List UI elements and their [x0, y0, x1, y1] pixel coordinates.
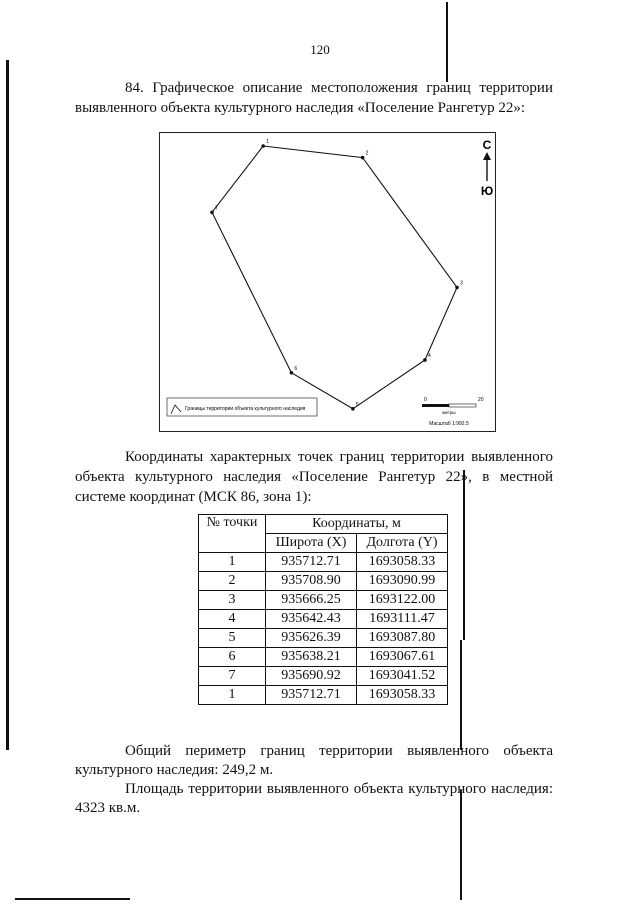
- cell-point-number: 6: [199, 648, 266, 667]
- boundary-polygon-layer: [212, 146, 457, 409]
- cell-longitude: 1693067.61: [357, 648, 448, 667]
- area-text: [75, 780, 553, 818]
- legend-text: Границы территории объекта культурного наследия: [185, 406, 306, 412]
- boundary-polygon: [212, 146, 457, 409]
- scan-edge-left: [6, 60, 9, 750]
- section-heading: [75, 78, 553, 118]
- cell-longitude: 1693041.52: [357, 667, 448, 686]
- boundary-point: [455, 286, 459, 290]
- scale-bar: [422, 397, 484, 427]
- boundary-points-layer: [210, 139, 463, 411]
- intro-line-1: Координаты характерных точек границ территории выявленного: [125, 449, 553, 465]
- boundary-point: [290, 371, 294, 375]
- cell-latitude: 935638.21: [266, 648, 357, 667]
- boundary-point: [361, 156, 365, 160]
- scale-start: 0: [424, 397, 427, 403]
- cell-longitude: 1693111.47: [357, 610, 448, 629]
- perimeter-line-1: Общий периметр границ территории выявленного объекта: [125, 743, 553, 759]
- cell-point-number: 1: [199, 686, 266, 705]
- north-label: С: [482, 138, 492, 152]
- boundary-point-label: 5: [355, 401, 359, 408]
- page-number: 120: [310, 42, 330, 57]
- header-latitude: Широта (X): [266, 534, 357, 553]
- table-row: [199, 591, 448, 610]
- heading-line-2: выявленного объекта культурного наследия «Поселение Рангетур 22»:: [75, 100, 525, 116]
- boundary-point-label: 2: [365, 150, 369, 157]
- scale-seg-1: [422, 404, 449, 407]
- boundary-point-label: 4: [427, 352, 431, 359]
- table-row: [199, 553, 448, 572]
- boundary-point-label: 6: [294, 365, 298, 372]
- cell-longitude: 1693058.33: [357, 686, 448, 705]
- table-row: [199, 686, 448, 705]
- scan-edge-bottom: [15, 898, 130, 900]
- scale-text: Масштаб 1:992.5: [429, 421, 469, 427]
- header-coordinates: Координаты, м: [266, 515, 448, 534]
- coordinates-table: [198, 514, 448, 705]
- boundary-point: [423, 358, 427, 362]
- cell-latitude: 935712.71: [266, 553, 357, 572]
- cell-longitude: 1693090.99: [357, 572, 448, 591]
- area-line-2: 4323 кв.м.: [75, 800, 141, 816]
- boundary-point: [261, 144, 265, 148]
- table-row: [199, 610, 448, 629]
- boundary-point-label: 3: [460, 280, 463, 287]
- map-legend: [167, 398, 317, 416]
- table-row: [199, 667, 448, 686]
- header-point-number: № точки: [199, 515, 266, 553]
- cell-latitude: 935642.43: [266, 610, 357, 629]
- boundary-point-label: 1: [266, 139, 269, 145]
- north-arrow-head: [483, 152, 491, 160]
- table-row: [199, 648, 448, 667]
- cell-point-number: 5: [199, 629, 266, 648]
- boundary-map-svg: [160, 133, 495, 431]
- cell-point-number: 1: [199, 553, 266, 572]
- coordinates-table-body: [199, 553, 448, 705]
- cell-latitude: 935666.25: [266, 591, 357, 610]
- intro-line-2: объекта культурного наследия «Поселение Рангетур 22», в местной: [75, 469, 553, 485]
- south-label: Ю: [480, 184, 494, 198]
- cell-latitude: 935712.71: [266, 686, 357, 705]
- cell-latitude: 935626.39: [266, 629, 357, 648]
- boundary-point: [210, 211, 214, 215]
- cell-point-number: 2: [199, 572, 266, 591]
- cell-latitude: 935690.92: [266, 667, 357, 686]
- cell-longitude: 1693122.00: [357, 591, 448, 610]
- scale-seg-2: [449, 404, 476, 407]
- scan-edge-right-2: [460, 640, 462, 750]
- perimeter-text: [75, 742, 553, 780]
- intro-line-3: системе координат (МСК 86, зона 1):: [75, 489, 312, 505]
- cell-longitude: 1693087.80: [357, 629, 448, 648]
- perimeter-line-2: культурного наследия: 249,2 м.: [75, 762, 274, 778]
- legend-line-icon: [171, 405, 181, 414]
- cell-latitude: 935708.90: [266, 572, 357, 591]
- header-longitude: Долгота (Y): [357, 534, 448, 553]
- boundary-map: [159, 132, 496, 432]
- cell-point-number: 4: [199, 610, 266, 629]
- table-row: [199, 572, 448, 591]
- boundary-point-label: 7: [215, 205, 218, 212]
- boundary-point: [351, 407, 355, 411]
- table-row: [199, 629, 448, 648]
- area-line-1: Площадь территории выявленного объекта культурного наследия:: [125, 781, 553, 797]
- cell-point-number: 7: [199, 667, 266, 686]
- north-arrow-icon: [481, 138, 493, 198]
- coordinates-intro: [75, 447, 553, 507]
- scale-unit: метры: [442, 410, 456, 415]
- cell-longitude: 1693058.33: [357, 553, 448, 572]
- cell-point-number: 3: [199, 591, 266, 610]
- scale-end: 20: [478, 397, 484, 403]
- heading-line-1: 84. Графическое описание местоположения границ территории: [125, 80, 553, 96]
